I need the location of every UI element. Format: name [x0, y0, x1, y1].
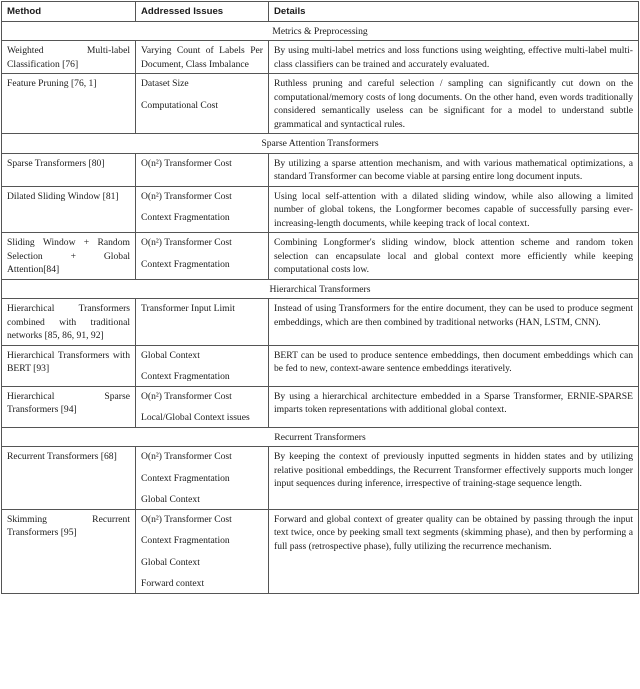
table-row: [2, 447, 639, 510]
details-cell: Using local self-attention with a dilated sliding window, while also allowing a limited number of global tokens, the Longformer becomes capable of successfully parsing ever-increasing-length documents, while keeping track of local context.: [269, 186, 639, 233]
issue-text: Dataset Size: [141, 78, 189, 89]
issue-text: Computational Cost: [141, 99, 219, 111]
method-cell: Sparse Transformers [80]: [2, 153, 136, 186]
issue-text: Transformer Input Limit: [141, 303, 235, 314]
issue-text: O(n²) Transformer Cost: [141, 190, 232, 202]
issues-cell: [136, 233, 269, 280]
section-row: [2, 279, 639, 299]
details-cell: By keeping the context of previously inputted segments in hidden states and by utilizing relative positional embeddings, the Recurrent Transformer effectively supports much longer input sequences during inference, irrespective of training-stage sequence length.: [269, 447, 639, 510]
issue-text: Global Context: [141, 349, 200, 361]
table-row: [2, 386, 639, 427]
issue-text: Context Fragmentation: [141, 472, 230, 484]
table-row: [2, 345, 639, 386]
issue-text: Global Context: [141, 556, 200, 568]
method-cell: Hierarchical Transformers with BERT [93]: [2, 345, 136, 386]
issue-text: O(n²) Transformer Cost: [141, 513, 232, 525]
issue-text: Forward context: [141, 578, 205, 589]
issue-text: O(n²) Transformer Cost: [141, 390, 232, 402]
issues-cell: [136, 386, 269, 427]
method-cell: Feature Pruning [76, 1]: [2, 74, 136, 134]
table-row: [2, 509, 639, 593]
section-title: Recurrent Transformers: [2, 427, 639, 447]
issues-cell: [136, 509, 269, 593]
method-cell: Dilated Sliding Window [81]: [2, 186, 136, 233]
issues-cell: [136, 447, 269, 510]
survey-table: [1, 1, 639, 594]
method-cell: Hierarchical Transformers combined with traditional networks [85, 86, 91, 92]: [2, 299, 136, 346]
issues-cell: [136, 41, 269, 74]
table-row: [2, 153, 639, 186]
method-cell: Skimming Recurrent Transformers [95]: [2, 509, 136, 593]
header-row: [2, 2, 639, 22]
method-cell: Recurrent Transformers [68]: [2, 447, 136, 510]
issues-cell: [136, 74, 269, 134]
section-row: [2, 427, 639, 447]
issues-cell: [136, 345, 269, 386]
issues-cell: [136, 299, 269, 346]
table-row: [2, 41, 639, 74]
header-addressed-issues: Addressed Issues: [136, 2, 269, 22]
issues-cell: [136, 186, 269, 233]
issue-text: Local/Global Context issues: [141, 412, 250, 423]
section-title: Sparse Attention Transformers: [2, 134, 639, 154]
details-cell: Instead of using Transformers for the entire document, they can be used to produce segment embeddings, which are then combined by traditional networks (HAN, LSTM, CNN).: [269, 299, 639, 346]
issue-text: Varying Count of Labels Per Document, Class Imbalance: [141, 45, 263, 70]
details-cell: Ruthless pruning and careful selection / sampling can significantly cut down on the computational/memory costs of long documents. On the other hand, even words traditionally considered semantically useless can be significant for a model to understand subtle grammatical and syntactical rules.: [269, 74, 639, 134]
table-row: [2, 74, 639, 134]
details-cell: Forward and global context of greater quality can be obtained by passing through the input text twice, once by peeking small text segments (skimming phase), and then by performing a full pass (retrospective phase), fully utilizing the recurrence mechanism.: [269, 509, 639, 593]
method-cell: Hierarchical Sparse Transformers [94]: [2, 386, 136, 427]
header-details: Details: [269, 2, 639, 22]
table-row: [2, 186, 639, 233]
details-cell: BERT can be used to produce sentence embeddings, then document embeddings which can be fed to new, context-aware sentence embeddings iteratively.: [269, 345, 639, 386]
issue-text: O(n²) Transformer Cost: [141, 237, 232, 248]
issue-text: Global Context: [141, 494, 200, 505]
header-method: Method: [2, 2, 136, 22]
issues-cell: [136, 153, 269, 186]
table-row: [2, 233, 639, 280]
section-row: [2, 21, 639, 41]
issue-text: O(n²) Transformer Cost: [141, 451, 232, 462]
issue-text: O(n²) Transformer Cost: [141, 157, 232, 169]
issue-text: Context Fragmentation: [141, 212, 230, 223]
details-cell: By using multi-label metrics and loss functions using weighting, effective multi-label multi-class classifiers can be trained and accurately evaluated.: [269, 41, 639, 74]
method-cell: Sliding Window + Random Selection + Global Attention[84]: [2, 233, 136, 280]
issue-text: Context Fragmentation: [141, 535, 230, 546]
details-cell: Combining Longformer's sliding window, block attention scheme and random token selection can encapsulate local and global context more efficiently while keeping computational costs low.: [269, 233, 639, 280]
section-row: [2, 134, 639, 154]
section-title: Metrics & Preprocessing: [2, 21, 639, 41]
section-title: Hierarchical Transformers: [2, 279, 639, 299]
issue-text: Context Fragmentation: [141, 258, 230, 270]
table-row: [2, 299, 639, 346]
issue-text: Context Fragmentation: [141, 371, 230, 382]
details-cell: By using a hierarchical architecture embedded in a Sparse Transformer, ERNIE-SPARSE imparts token representations with additional global context.: [269, 386, 639, 427]
details-cell: By utilizing a sparse attention mechanism, and with various mathematical optimizations, a standard Transformer can become viable at parsing entire long document inputs.: [269, 153, 639, 186]
method-cell: Weighted Multi-label Classification [76]: [2, 41, 136, 74]
